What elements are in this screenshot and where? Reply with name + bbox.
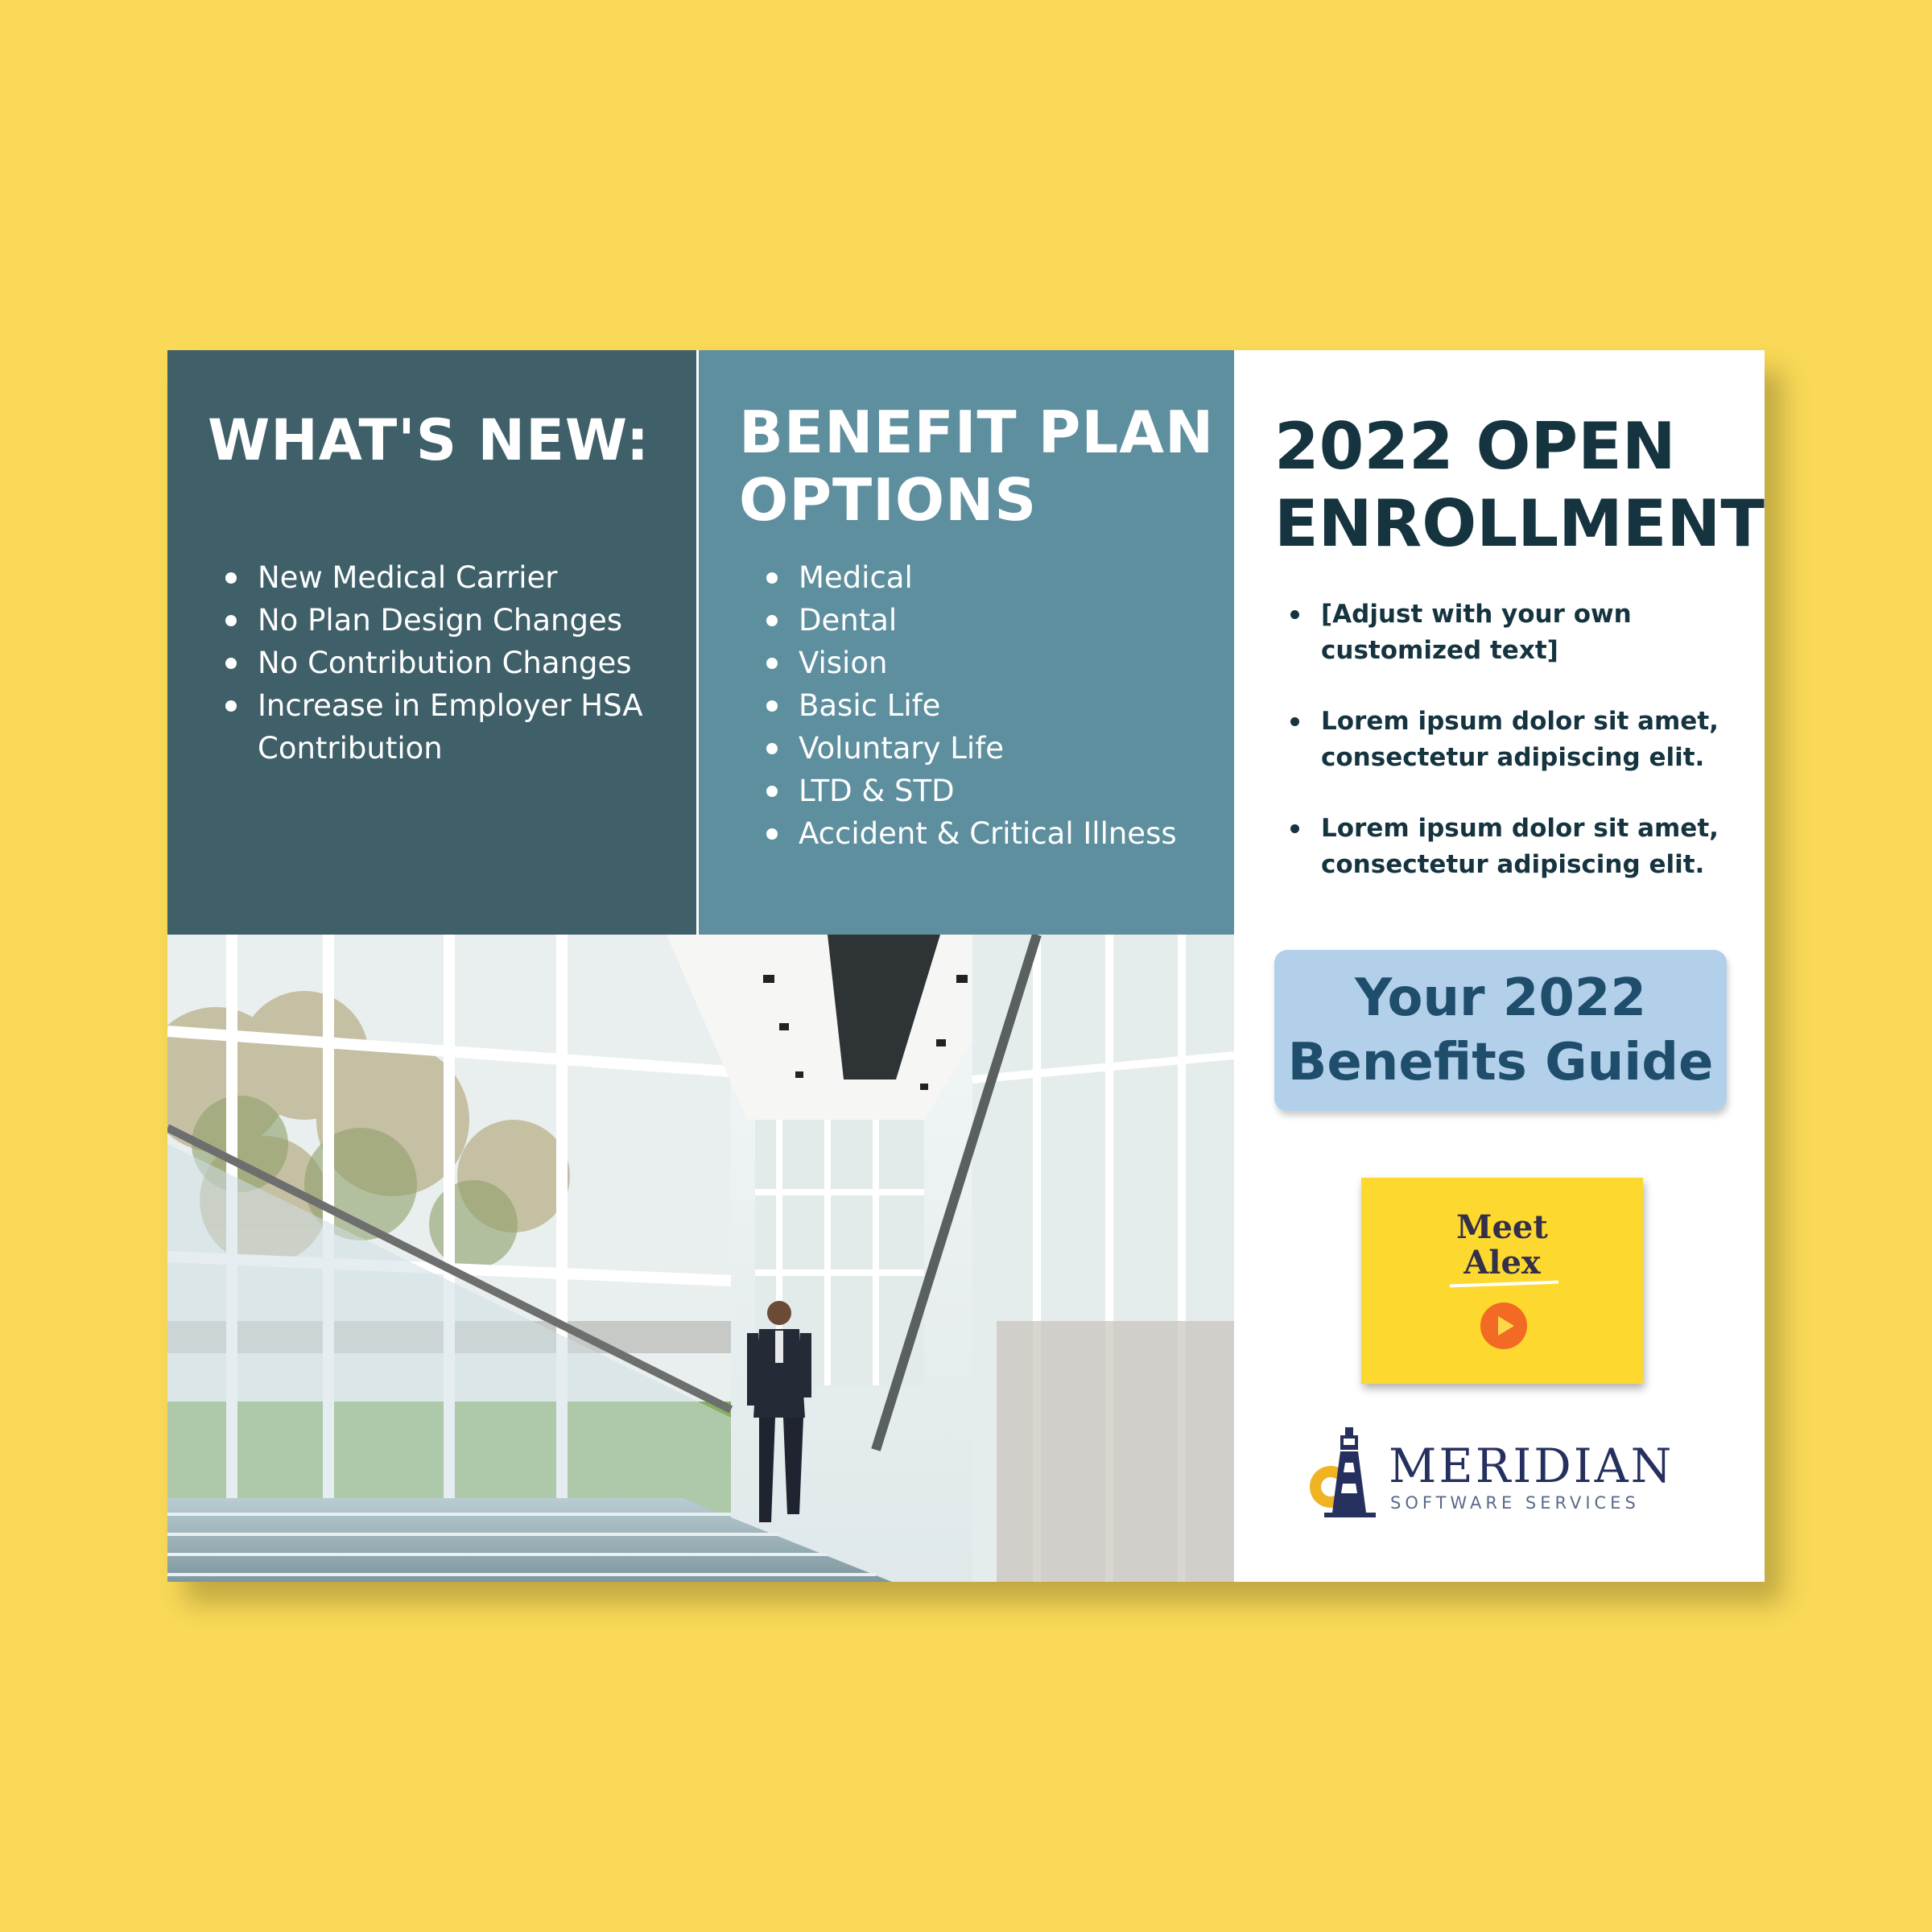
- list-item: Increase in Employer HSA Contribution: [214, 684, 681, 770]
- office-staircase-illustration: [167, 935, 1234, 1582]
- lighthouse-icon: [1308, 1422, 1389, 1519]
- bullet-icon: [1290, 717, 1299, 726]
- list-item: LTD & STD: [755, 770, 1222, 812]
- bullet-icon: [1290, 610, 1299, 619]
- list-item: Basic Life: [755, 684, 1222, 727]
- benefits-guide-label: Your 2022 Benefits Guide: [1287, 968, 1714, 1092]
- bullet-icon: [225, 615, 237, 626]
- bullet-icon: [766, 572, 778, 584]
- list-item: Vision: [755, 642, 1222, 684]
- video-title: Meet Alex: [1456, 1208, 1548, 1282]
- list-item: Voluntary Life: [755, 727, 1222, 770]
- enrollment-title: 2022 OPEN ENROLLMENT: [1274, 409, 1765, 561]
- bullet-icon: [766, 700, 778, 712]
- whats-new-panel: [167, 350, 696, 935]
- play-icon[interactable]: [1480, 1302, 1528, 1350]
- bullet-icon: [766, 786, 778, 797]
- list-item: Medical: [755, 556, 1222, 599]
- benefit-plans-list: [755, 556, 1222, 855]
- list-item: Accident & Critical Illness: [755, 812, 1222, 855]
- list-item: [Adjust with your own customized text]: [1282, 597, 1733, 669]
- bullet-icon: [225, 700, 237, 712]
- meet-alex-video[interactable]: [1361, 1178, 1643, 1384]
- list-item: New Medical Carrier: [214, 556, 681, 599]
- bullet-icon: [225, 572, 237, 584]
- benefit-plans-title: BENEFIT PLAN OPTIONS: [739, 398, 1215, 534]
- bullet-icon: [225, 658, 237, 669]
- list-item: Lorem ipsum dolor sit amet, consectetur adipiscing elit.: [1282, 811, 1733, 883]
- enrollment-panel: [1234, 350, 1765, 1582]
- list-item: No Contribution Changes: [214, 642, 681, 684]
- flyer-card: [167, 350, 1765, 1582]
- bullet-icon: [766, 828, 778, 840]
- company-logo: [1308, 1422, 1674, 1522]
- benefit-plans-panel: [699, 350, 1234, 935]
- bullet-icon: [766, 615, 778, 626]
- bullet-icon: [766, 743, 778, 754]
- office-staircase-photo: [167, 935, 1234, 1582]
- bullet-icon: [766, 658, 778, 669]
- bullet-icon: [1290, 824, 1299, 833]
- whats-new-title: WHAT'S NEW:: [208, 407, 650, 473]
- logo-name: MERIDIAN: [1389, 1439, 1674, 1493]
- list-item: Dental: [755, 599, 1222, 642]
- logo-tagline: SOFTWARE SERVICES: [1390, 1493, 1640, 1513]
- whats-new-list: [214, 556, 681, 770]
- benefits-guide-button[interactable]: [1274, 950, 1727, 1111]
- list-item: Lorem ipsum dolor sit amet, consectetur adipiscing elit.: [1282, 704, 1733, 776]
- enrollment-list: [1282, 597, 1733, 918]
- list-item: No Plan Design Changes: [214, 599, 681, 642]
